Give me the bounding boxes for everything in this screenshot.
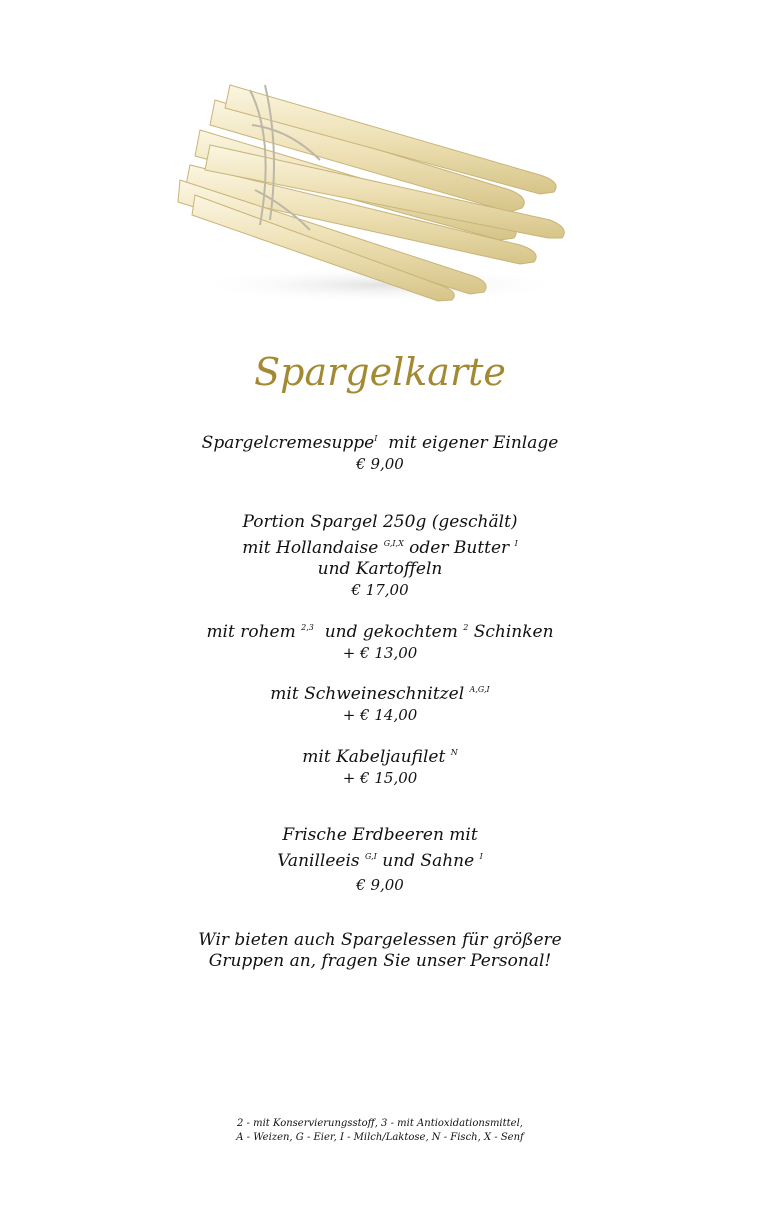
allergen-footnotes: 2 - mit Konservierungsstoff, 3 - mit Antioxidationsmittel, A - Weizen, G - Eier, I - Milch/Laktose, N - Fisch, X - Senf bbox=[236, 1118, 524, 1143]
page-title: Spargelkarte bbox=[254, 350, 506, 394]
menu-item-schnitzel: mit Schweineschnitzel $^{A,G,I}$ + € 14,00 bbox=[0, 679, 760, 726]
price: + € 13,00 bbox=[342, 644, 418, 662]
menu-item-cod: mit Kabeljaufilet $^N$ + € 15,00 bbox=[0, 742, 760, 789]
asparagus-bundle-image bbox=[170, 70, 570, 310]
menu-item-soup: Spargelcremesuppe$^I$ mit eigener Einlage € 9,00 bbox=[0, 428, 760, 475]
menu-item-strawberries: Frische Erdbeeren mit Vanilleeis $^{G,I}$ und Sahne $^I$ € 9,00 bbox=[0, 825, 760, 896]
price: + € 15,00 bbox=[342, 769, 418, 787]
price: € 17,00 bbox=[351, 581, 409, 599]
price: + € 14,00 bbox=[342, 706, 418, 724]
price: € 9,00 bbox=[356, 876, 404, 894]
menu-item-asparagus-portion: Portion Spargel 250g (geschält) mit Hollandaise $^{G,I,X}$ oder Butter $^I$ und Kartoffeln € 17,00 bbox=[0, 512, 760, 601]
menu-item-ham: mit rohem $^{2,3}$ und gekochtem $^2$ Schinken + € 13,00 bbox=[0, 617, 760, 664]
group-notice: Wir bieten auch Spargelessen für größere Gruppen an, fragen Sie unser Personal! bbox=[198, 930, 562, 971]
price: € 9,00 bbox=[356, 455, 404, 473]
